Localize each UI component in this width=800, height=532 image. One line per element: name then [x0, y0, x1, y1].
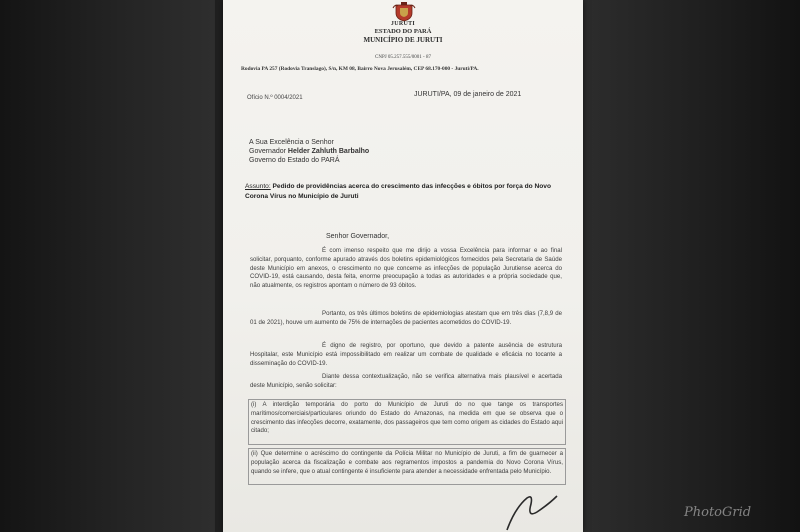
request-item-i: (i) A interdição temporária do porto do Município de Juruti do no que tange os transportes marítimos/comerciais/particulares oriundo do Estado do Amazonas, na medida em que se observa que o crescimento das infecções decorre, exatamente, dos passageiros que tem como origem as cidades do Estado aqui citado;: [248, 399, 566, 445]
header-state: ESTADO DO PARÁ: [374, 28, 432, 35]
document-page: [223, 0, 583, 532]
request-item-ii: (ii) Que determine o acréscimo do contingente da Polícia Militar no Município de Juruti, a fim de guarnecer a população acerca da fiscalização e combate aos regramentos impostos a pandemia do Novo Corona Vírus, quando se infere, que o atual contingente é insuficiente para atender a necessidade enfrentada pelo Município.: [248, 448, 566, 485]
addressee-name: Helder Zahluth Barbalho: [287, 148, 370, 155]
subject-block: [245, 182, 575, 202]
salutation: Senhor Governador,: [326, 233, 390, 240]
document-date: JURUTI/PA, 09 de janeiro de 2021: [414, 91, 522, 98]
header-municipality: MUNICÍPIO DE JURUTI: [363, 36, 443, 44]
paragraph-1: É com imenso respeito que me dirijo a vossa Excelência para informar e ao final solicitar, porquanto, conforme apurado através dos boletins epidemiológicos fornecidos pela Secretaria de Saúde deste Município em anexos, o crescimento no que concerne as infecções de população Jurutiense acerca do COVID-19, está causando, desta feita, enorme preocupação a todas as autoridades e a própria sociedade que, não atualmente, os registros apontam o número de 93 óbitos.: [250, 247, 562, 290]
paragraph-4: Diante dessa contextualização, não se verifica alternativa mais plausível e acertada deste Município, senão solicitar:: [250, 373, 562, 389]
watermark-text: PhotoGrid: [684, 505, 752, 520]
background-left: [0, 0, 215, 532]
paragraph-3: É digno de registro, por oportuno, que devido a patente ausência de estrutura Hospitalar, este Município está impossibilitado em realizar um combate de qualidade e eficácia no tocante a disseminação do COVID-19.: [250, 342, 562, 367]
oficio-number: Ofício N.º 0004/2021: [247, 95, 303, 101]
addressee-title: Governador: [249, 148, 286, 155]
addressee-line1: A Sua Excelência o Senhor: [249, 139, 334, 146]
subject-text: Pedido de providências acerca do crescimento das infecções e óbitos por força do Novo Corona Vírus no Município de Juruti: [245, 183, 551, 200]
signature-mark: [497, 488, 577, 532]
paragraph-2: Portanto, os três últimos boletins de epidemiologias atestam que em três dias (7,8,9 de 01 de 2021), houve um aumento de 75% de internações de pacientes acometidos do COVID-19.: [250, 310, 562, 326]
header-cnpj: CNPJ 05.257.555/0001 - 87: [375, 55, 431, 60]
addressee-line3: Governo do Estado do PARÁ: [249, 157, 340, 164]
subject-label: Assunto:: [245, 183, 271, 190]
coat-of-arms-icon: [392, 2, 416, 22]
background-right: [578, 0, 800, 532]
addressee-line2: [249, 147, 369, 156]
addressee-block: [249, 138, 369, 165]
header-city: JURUTI: [390, 21, 416, 27]
header-address: Rodovia PA 257 (Rodovia Translago), S/n, KM 08, Bairro Nova Jerusalém, CEP 68.170-000 - Juruti/PA.: [241, 66, 479, 72]
